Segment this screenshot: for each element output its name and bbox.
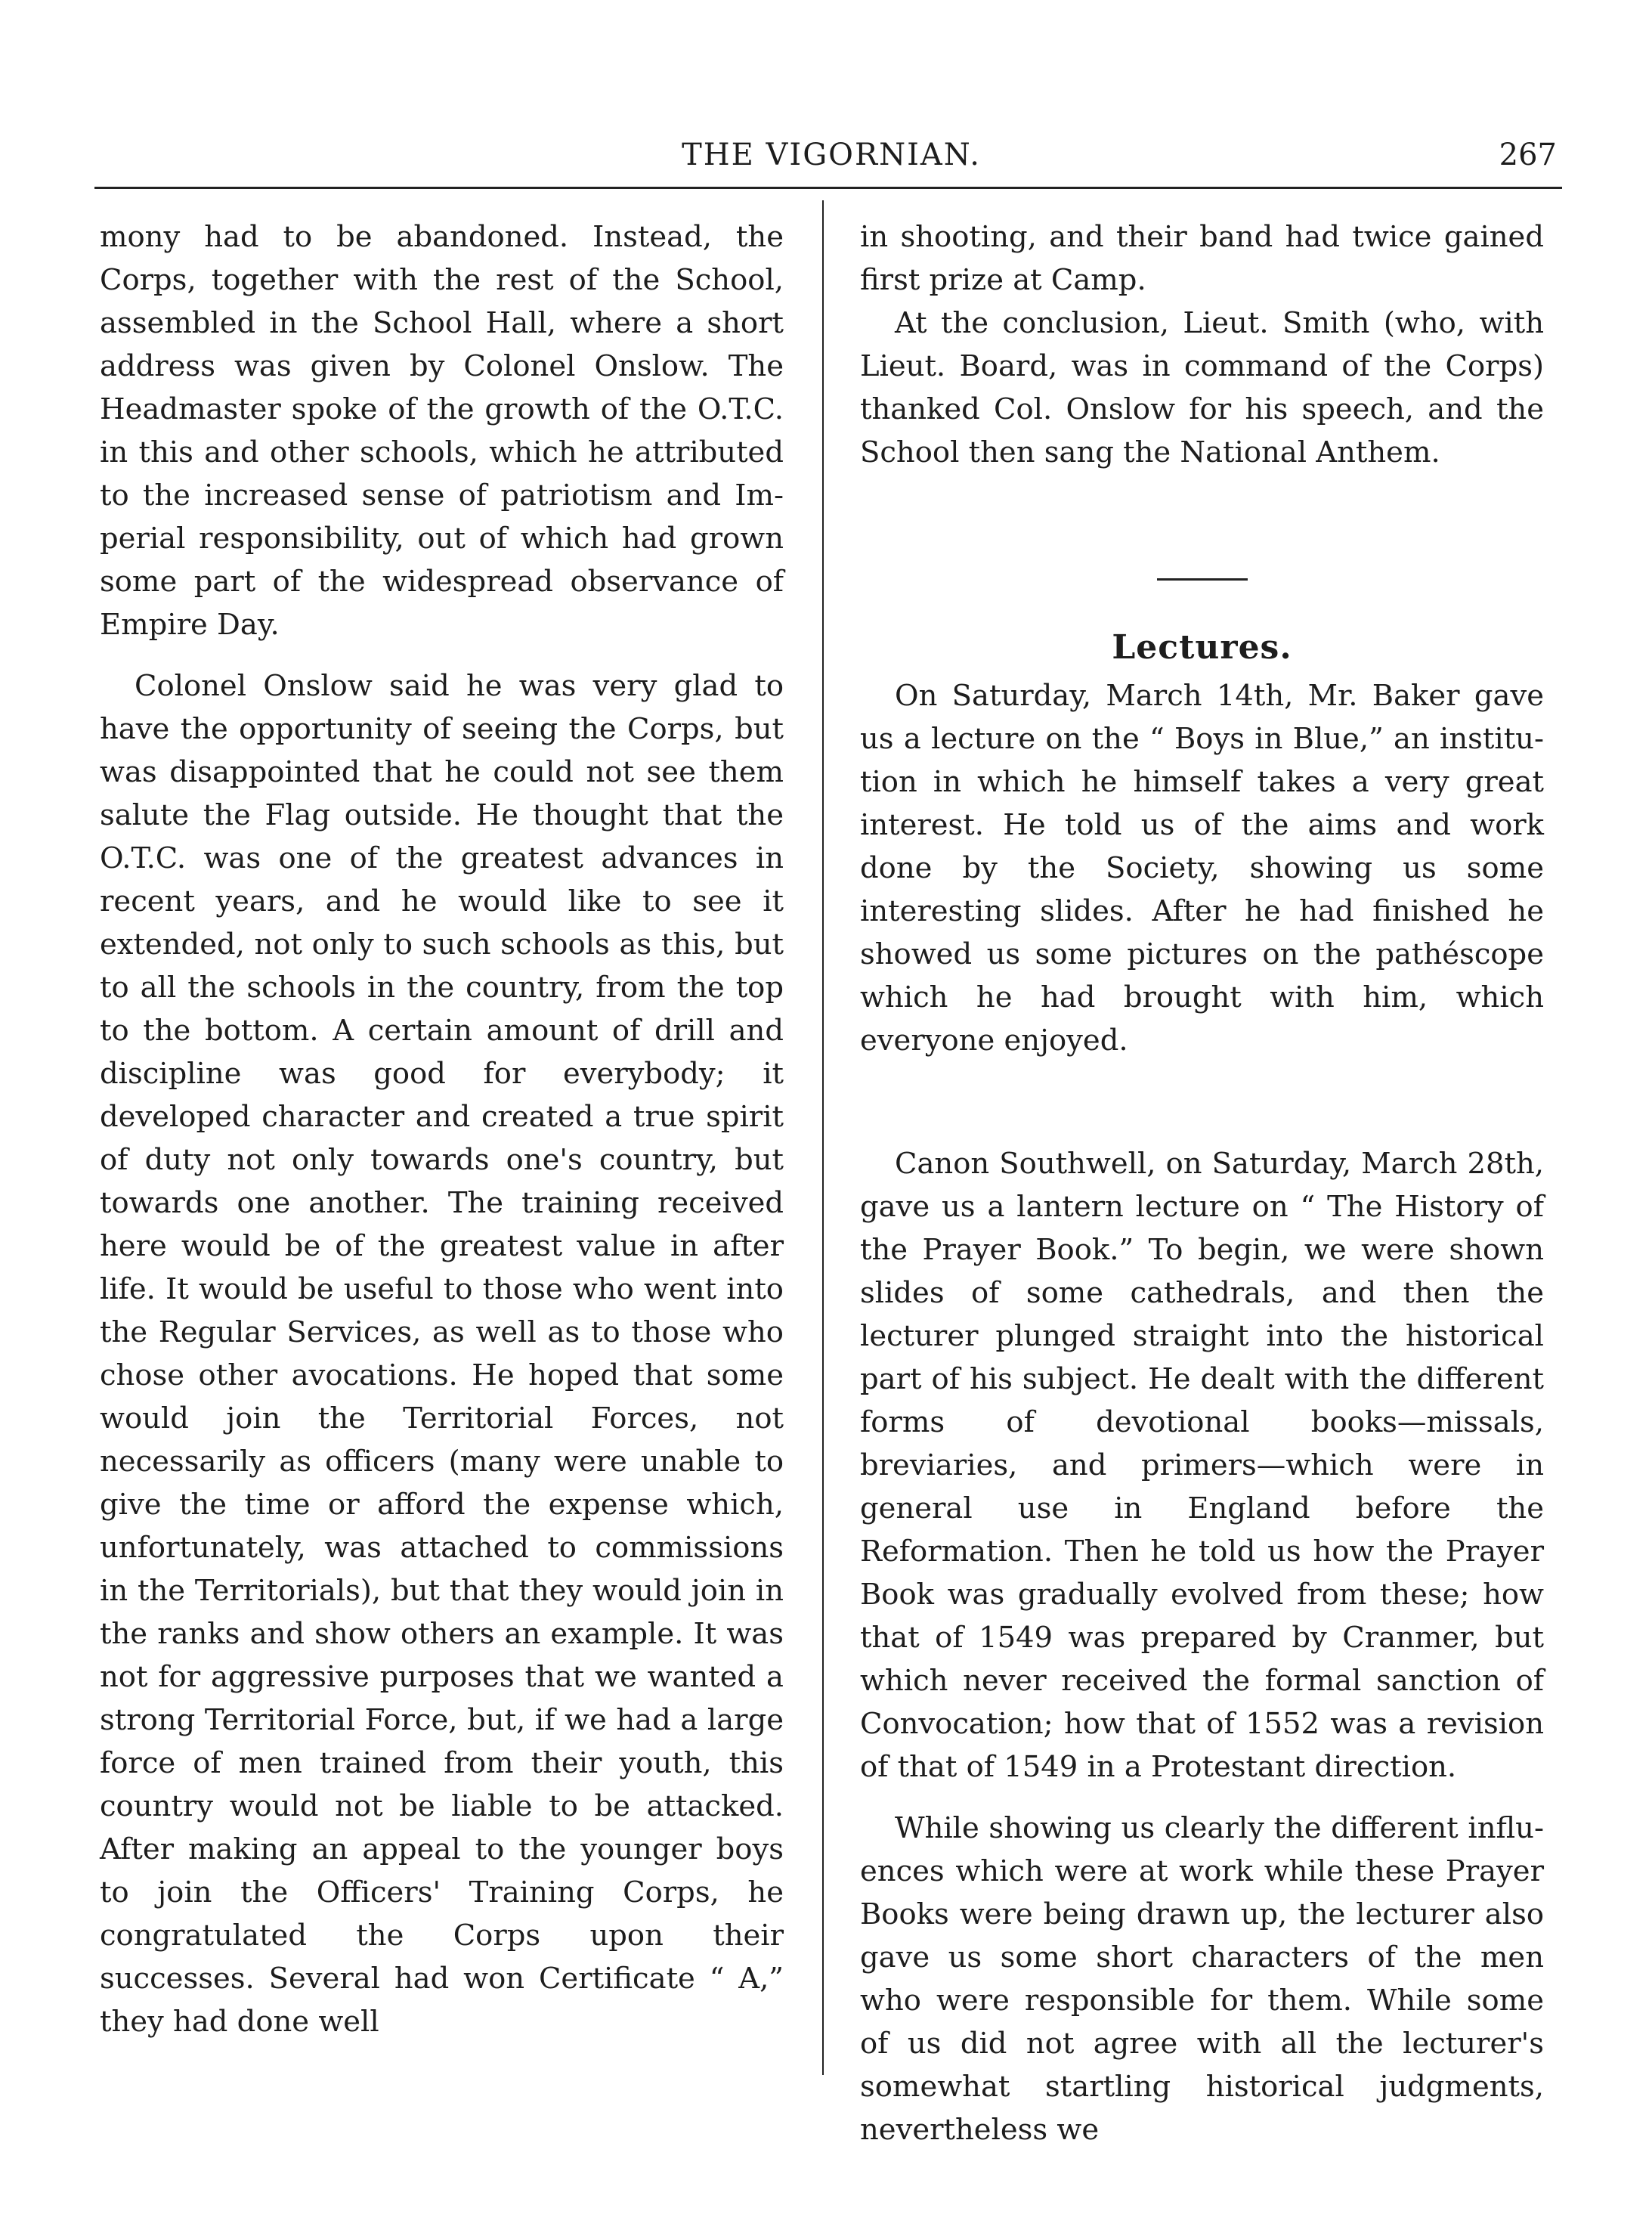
column-divider <box>822 200 824 2075</box>
page-number: 267 <box>1499 138 1557 172</box>
header-rule <box>94 187 1562 189</box>
paragraph-shooting: in shooting, and their band had twice gained first prize at Camp. <box>860 220 1544 297</box>
left-column <box>100 215 784 2043</box>
journal-title: THE VIGORNIAN. <box>682 138 981 172</box>
paragraph-conclusion: At the conclusion, Lieut. Smith (who, with Lieut. Board, was in command of the Corps) thanked Col. Onslow for his speech, and the School then sang the National Anthem. <box>860 306 1544 469</box>
running-header <box>98 129 1564 181</box>
paragraph-influences: While showing us clearly the different influences which were at work while these Prayer Books were being drawn up, the lecturer also gave us some short characters of the men who were responsible for them. While some of us did not agree with all the lecturer's somewhat startling historical judgments, nevertheless we <box>860 1811 1544 2147</box>
section-heading-lectures: Lectures. <box>1112 628 1292 667</box>
right-column <box>860 215 1544 2151</box>
paragraph-prayer-book: Canon Southwell, on Saturday, March 28th, gave us a lantern lecture on “ The History of the Prayer Book.” To begin, we were shown slides of some cathedrals, and then the lecturer plunged straight into the historical part of his subject. He dealt with the different forms of devotional books—missals, breviaries, and primers—which were in general use in England before the Reformation. Then he told us how the Prayer Book was gradually evolved from these; how that of 1549 was prepared by Cranmer, but which never received the formal sanction of Convocation; how that of 1552 was a revision of that of 1549 in a Protestant direction. <box>860 1147 1544 1784</box>
paragraph-ceremony: mony had to be abandoned. Instead, the Corps, together with the rest of the School, assembled in the School Hall, where a short address was given by Colonel Onslow. The Headmaster spoke of the growth of the O.T.C. in this and other schools, which he attributed to the increased sense of patriotism and Imperial responsibility, out of which had grown some part of the widespread observance of Empire Day. <box>100 220 784 642</box>
paragraph-boys-in-blue: On Saturday, March 14th, Mr. Baker gave us a lecture on the “ Boys in Blue,” an institution in which he himself takes a very great interest. He told us of the aims and work done by the Society, showing us some interesting slides. After he had finished he showed us some pictures on the pathéscope which he had brought with him, which everyone enjoyed. <box>860 679 1544 1058</box>
paragraph-onslow-speech: Colonel Onslow said he was very glad to have the opportunity of seeing the Corps, but was disappointed that he could not see them salute the Flag outside. He thought that the O.T.C. was one of the greatest advances in recent years, and he would like to see it extended, not only to such schools as this, but to all the schools in the country, from the top to the bottom. A certain amount of drill and discipline was good for everybody; it developed character and created a true spirit of duty not only towards one's country, but towards one another. The training received here would be of the greatest value in after life. It would be useful to those who went into the Regular Services, as well as to those who chose other avocations. He hoped that some would join the Territorial Forces, not necessarily as officers (many were unable to give the time or afford the expense which, unfortunately, was attached to commissions in the Territorials), but that they would join in the ranks and show others an example. It was not for aggressive purposes that we wanted a strong Territorial Force, but, if we had a large force of men trained from their youth, this country would not be liable to be attacked. After making an appeal to the younger boys to join the Officers' Training Corps, he congratulated the Corps upon their successes. Several had won Certificate “ A,” they had done well <box>100 669 784 2039</box>
section-divider <box>1157 578 1248 581</box>
